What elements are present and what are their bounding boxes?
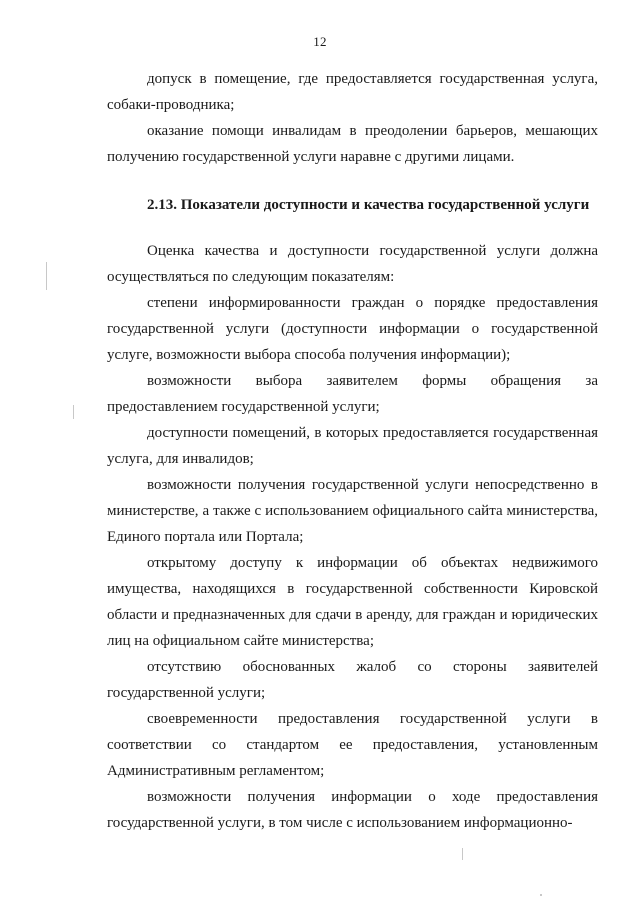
paragraph-no-complaints: отсутствию обоснованных жалоб со стороны заявителей государственной услуги; xyxy=(107,659,598,701)
paragraph-service-in-ministry: возможности получения государственной услуги непосредственно в министерстве, а также с использованием официального сайта министерства, Единого портала или Портала; xyxy=(107,477,598,545)
paragraph-progress-information: возможности получения информации о ходе предоставления государственной услуги, в том числе с использованием информационно- xyxy=(107,789,598,831)
paragraph-informedness: степени информированности граждан о порядке предоставления государственной услуги (доступности информации о государственной услуге, возможности выбора способа получения информации); xyxy=(107,295,598,363)
paragraph-guide-dog-access: допуск в помещение, где предоставляется государственная услуга, собаки-проводника; xyxy=(107,71,598,113)
section-heading: 2.13. Показатели доступности и качества государственной услуги xyxy=(147,197,590,213)
paragraph-open-access-property: открытому доступу к информации об объектах недвижимого имущества, находящихся в государственной собственности Кировской области и предназначенных для сдачи в аренду, для граждан и юридических лиц на официальном сайте министерства; xyxy=(107,555,598,649)
page-number: 12 xyxy=(313,34,327,49)
page-content xyxy=(107,66,598,836)
scan-speck xyxy=(46,262,47,290)
paragraph-form-choice: возможности выбора заявителем формы обращения за предоставлением государственной услуги; xyxy=(107,373,598,415)
scan-speck xyxy=(73,405,74,419)
paragraph-assistance-barriers: оказание помощи инвалидам в преодолении барьеров, мешающих получению государственной услуги наравне с другими лицами. xyxy=(107,123,598,165)
scan-speck xyxy=(462,848,463,860)
scan-speck xyxy=(540,894,542,896)
paragraph-timeliness: своевременности предоставления государственной услуги в соответствии со стандартом ее предоставления, установленным Административным регламентом; xyxy=(107,711,598,779)
paragraph-quality-assessment: Оценка качества и доступности государственной услуги должна осуществляться по следующим показателям: xyxy=(107,243,598,285)
paragraph-premises-accessibility: доступности помещений, в которых предоставляется государственная услуга, для инвалидов; xyxy=(107,425,598,467)
